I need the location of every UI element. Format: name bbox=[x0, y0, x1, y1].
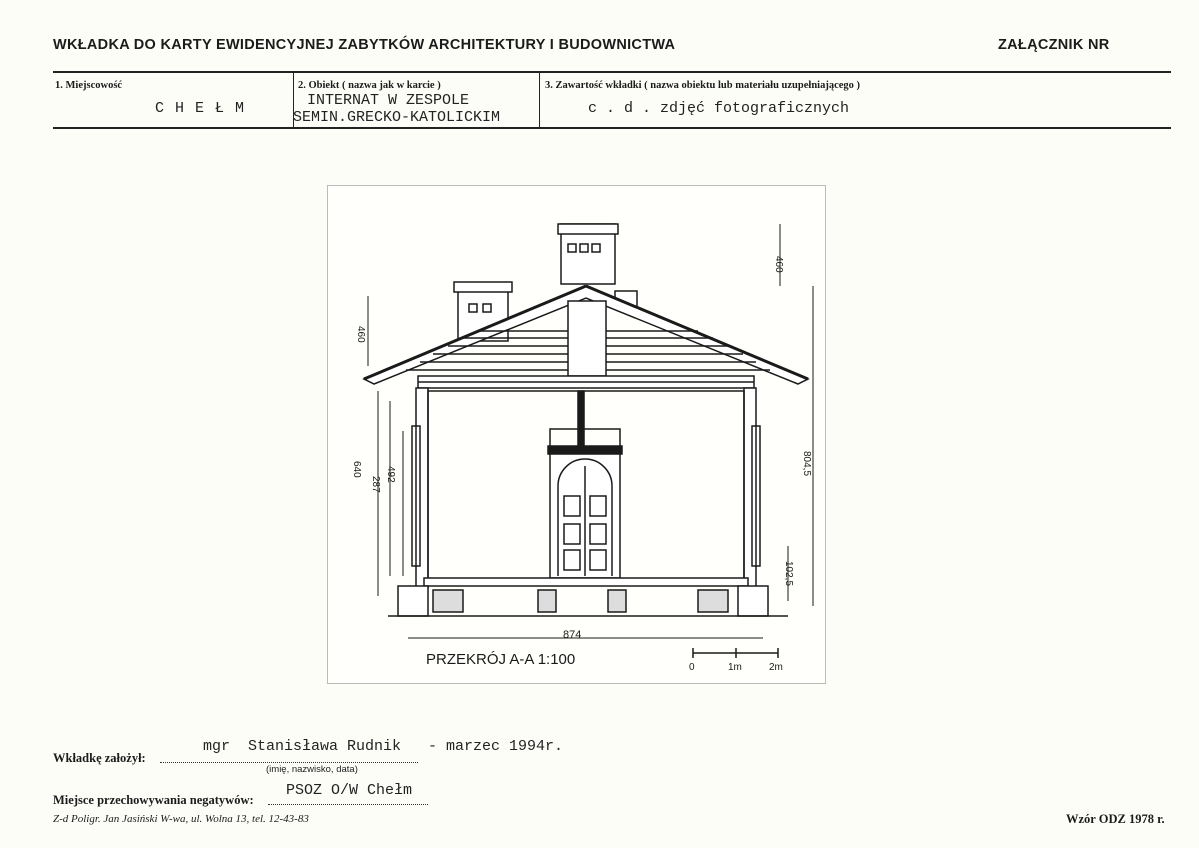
scale-label-1m: 1m bbox=[728, 662, 742, 673]
form-number: Wzór ODZ 1978 r. bbox=[1066, 812, 1165, 826]
architectural-drawing bbox=[327, 185, 826, 684]
object-label: 2. Obiekt ( nazwa jak w karcie ) bbox=[298, 80, 441, 91]
author-dotted-line bbox=[160, 762, 418, 763]
dim-left-mid: 492 bbox=[385, 466, 396, 483]
dim-width: 874 bbox=[563, 629, 582, 641]
table-top-rule bbox=[53, 71, 1171, 73]
dim-left-total: 640 bbox=[351, 461, 362, 478]
negatives-label: Miejsce przechowywania negatywów: bbox=[53, 793, 254, 807]
content-value: c . d . zdjęć fotograficznych bbox=[588, 100, 850, 117]
content-label: 3. Zawartość wkładki ( nazwa obiektu lub materiału uzupełniającego ) bbox=[545, 80, 861, 91]
printer-note: Z-d Poligr. Jan Jasiński W-wa, ul. Wolna 13, tel. 12-43-83 bbox=[53, 813, 309, 825]
column-divider-2 bbox=[539, 72, 540, 128]
scale-label-2m: 2m bbox=[769, 662, 783, 673]
dim-right-total: 804,5 bbox=[801, 451, 812, 477]
left-wall bbox=[416, 388, 428, 588]
annex-label: ZAŁĄCZNIK NR bbox=[998, 37, 1110, 53]
dim-left-door: 287 bbox=[370, 476, 381, 493]
table-bottom-rule bbox=[53, 127, 1171, 129]
floor bbox=[424, 578, 748, 586]
drawing-title: PRZEKRÓJ A-A 1:100 bbox=[426, 651, 576, 668]
dim-right-base: 102,5 bbox=[783, 561, 794, 587]
form-title: WKŁADKA DO KARTY EWIDENCYJNEJ ZABYTKÓW ARCHITEKTURY I BUDOWNICTWA bbox=[53, 37, 676, 53]
object-value-line2: SEMIN.GRECKO-KATOLICKIM bbox=[293, 109, 501, 126]
object-value-line1: INTERNAT W ZESPOLE bbox=[307, 92, 470, 109]
author-value: mgr Stanisława Rudnik - marzec 1994r. bbox=[203, 738, 564, 755]
dim-top-chimney: 460 bbox=[773, 256, 784, 273]
section-drawing-svg bbox=[328, 186, 825, 683]
author-caption: (imię, nazwisko, data) bbox=[266, 764, 358, 775]
negatives-value: PSOZ O/W Chełm bbox=[286, 782, 413, 799]
negatives-dotted-line bbox=[268, 804, 428, 805]
right-wall bbox=[744, 388, 756, 588]
author-label: Wkładkę założył: bbox=[53, 751, 146, 765]
locality-label: 1. Miejscowość bbox=[55, 80, 123, 91]
dim-left-roof: 460 bbox=[355, 326, 366, 343]
locality-value: C H E Ł M bbox=[155, 100, 246, 117]
scale-label-0: 0 bbox=[689, 662, 695, 673]
